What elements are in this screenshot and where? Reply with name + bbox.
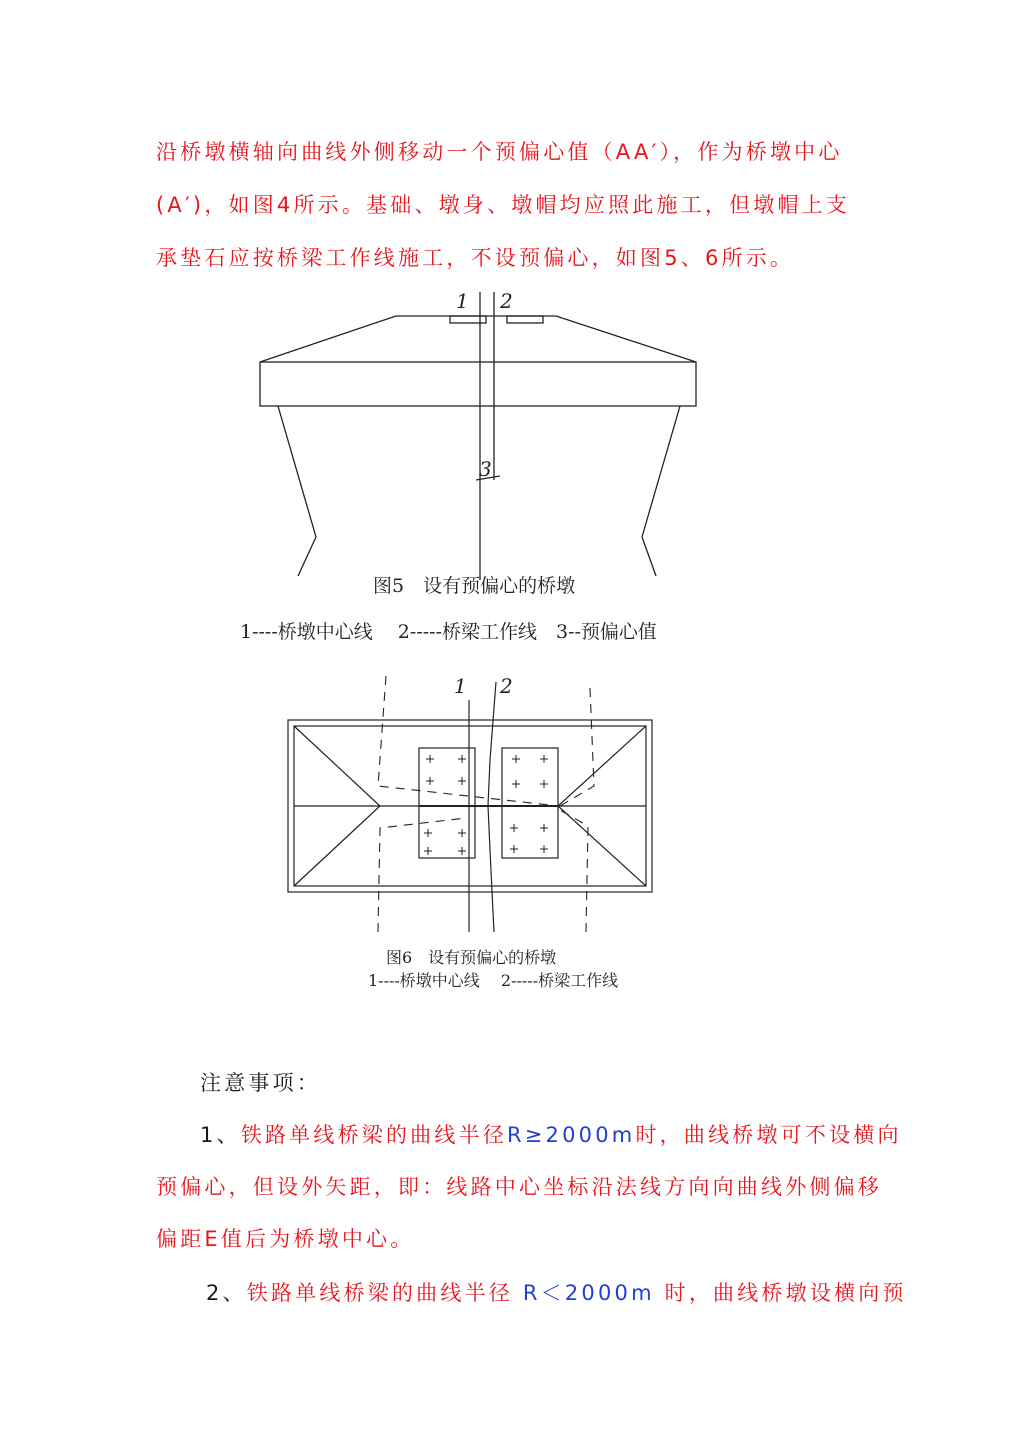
dashed-outline-left-lower — [378, 818, 466, 932]
dashed-outline-left-upper — [378, 676, 558, 806]
note-item-1-line-3: 偏距E值后为桥墩中心。 — [156, 1227, 415, 1251]
note-item-1-line-1: 1、铁路单线桥梁的曲线半径R≥2000m时，曲线桥墩可不设横向 — [200, 1123, 902, 1147]
notes-heading: 注意事项： — [200, 1071, 321, 1095]
note-item-1-line-2: 预偏心，但设外矢距，即：线路中心坐标沿法线方向向曲线外侧偏移 — [156, 1175, 882, 1199]
figure5-caption: 图5 设有预偏心的桥墩 — [373, 575, 576, 597]
paragraph-line-1: 沿桥墩横轴向曲线外侧移动一个预偏心值（AA′），作为桥墩中心 — [156, 140, 843, 164]
figure6-caption: 图6 设有预偏心的桥墩 — [386, 948, 557, 967]
paragraph-line-2: (A′)，如图4所示。基础、墩身、墩帽均应照此施工，但墩帽上支 — [156, 193, 851, 217]
note-item-2-condition: R＜2000m — [522, 1281, 655, 1305]
fig5-label-1: 1 — [456, 289, 469, 313]
bearing-block-left — [419, 748, 475, 858]
note-item-2-line-1: 2、铁路单线桥梁的曲线半径 R＜2000m 时，曲线桥墩设横向预 — [206, 1281, 907, 1305]
note-item-2-number: 2、 — [206, 1281, 247, 1305]
fig6-label-2: 2 — [500, 674, 513, 698]
fig5-label-3: 3 — [479, 457, 492, 481]
paragraph-line-3: 承垫石应按桥梁工作线施工，不设预偏心，如图5、6所示。 — [156, 246, 795, 270]
fig6-label-1: 1 — [454, 674, 467, 698]
note-item-1-number: 1、 — [200, 1123, 241, 1147]
dashed-outline-right-lower — [560, 810, 588, 932]
fig5-label-2: 2 — [500, 289, 513, 313]
figure5-legend: 1----桥墩中心线 2-----桥梁工作线 3--预偏心值 — [240, 621, 657, 643]
figure6-legend: 1----桥墩中心线 2-----桥梁工作线 — [368, 971, 619, 990]
note-item-1-condition: R≥2000m — [506, 1123, 636, 1147]
